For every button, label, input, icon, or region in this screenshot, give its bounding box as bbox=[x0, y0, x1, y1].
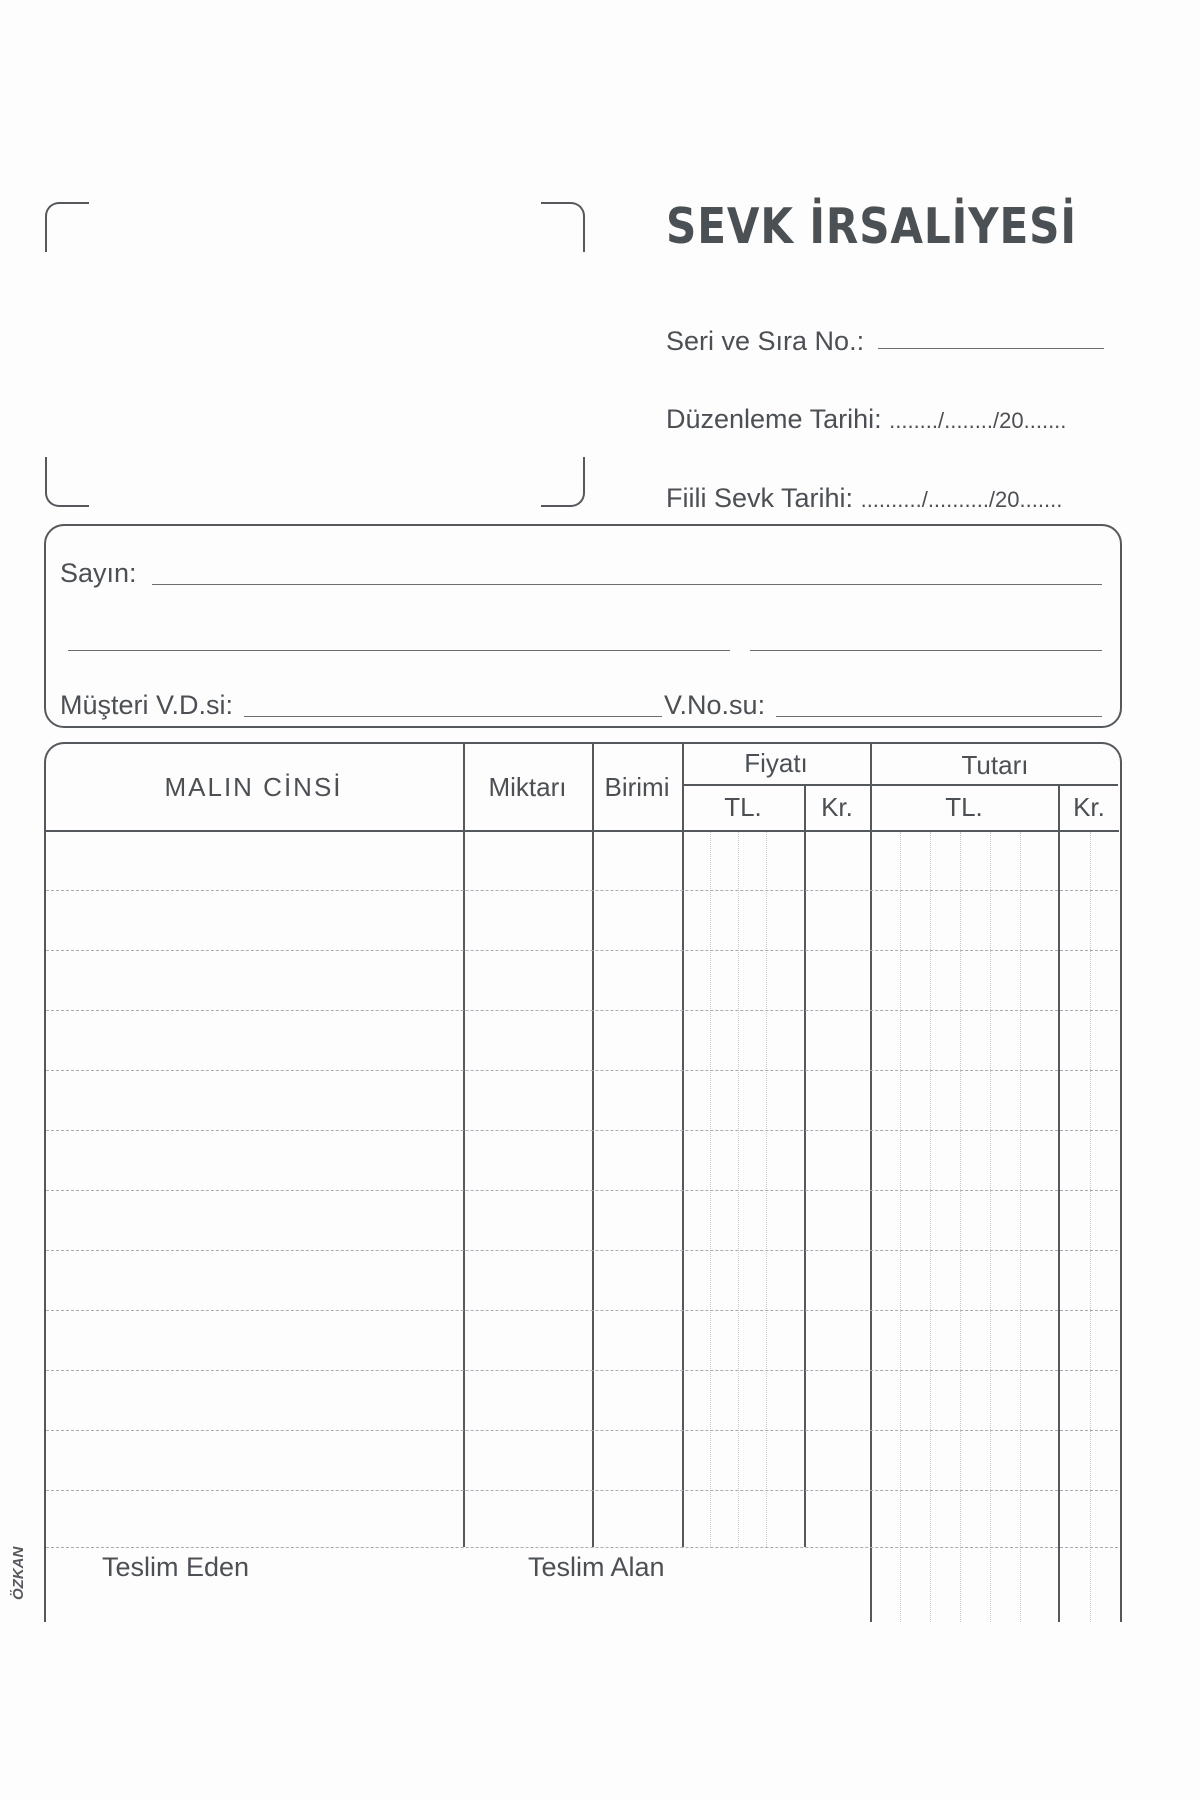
table-row[interactable] bbox=[46, 1370, 1118, 1371]
col-divider-total-kr bbox=[1058, 784, 1060, 1622]
table-row[interactable] bbox=[46, 1430, 1118, 1431]
header-bottom-line bbox=[44, 830, 1119, 832]
serial-field[interactable] bbox=[878, 348, 1104, 349]
col-total-header: Tutarı bbox=[961, 750, 1029, 780]
address-window-corner-bottom-right bbox=[541, 457, 585, 507]
customer-box bbox=[44, 524, 1122, 728]
address-window-corner-top-left bbox=[45, 202, 89, 252]
tax-office-field[interactable] bbox=[244, 716, 662, 717]
customer-address-field-2[interactable] bbox=[750, 650, 1102, 651]
total-tl-header: TL. bbox=[945, 792, 983, 822]
table-row[interactable] bbox=[46, 1190, 1118, 1191]
sayin-label: Sayın: bbox=[60, 558, 137, 588]
price-total-subheader-line bbox=[682, 784, 1118, 786]
delivered-by-label: Teslim Eden bbox=[102, 1552, 250, 1582]
address-window-corner-bottom-left bbox=[45, 457, 89, 507]
col-divider-unit bbox=[592, 742, 594, 1547]
price-tl-header: TL. bbox=[724, 792, 762, 822]
col-price-header: Fiyatı bbox=[744, 748, 808, 778]
customer-address-field[interactable] bbox=[68, 650, 730, 651]
address-window-corner-top-right bbox=[541, 202, 585, 252]
table-row[interactable] bbox=[46, 1490, 1118, 1491]
col-divider-price-kr bbox=[804, 784, 806, 1547]
ship-date-label: Fiili Sevk Tarihi: bbox=[666, 483, 854, 513]
issue-date-label: Düzenleme Tarihi: bbox=[666, 404, 882, 434]
form-title: SEVK İRSALİYESİ bbox=[666, 198, 1077, 255]
col-item-header: MALIN CİNSİ bbox=[164, 772, 343, 802]
serial-label: Seri ve Sıra No.: bbox=[666, 326, 865, 356]
table-row[interactable] bbox=[46, 1010, 1118, 1011]
col-divider-price bbox=[682, 742, 684, 1547]
tax-office-label: Müşteri V.D.si: bbox=[60, 690, 234, 720]
table-row[interactable] bbox=[46, 1250, 1118, 1251]
total-kr-header: Kr. bbox=[1073, 792, 1105, 822]
ship-date-field[interactable]: ........../........../20....... bbox=[860, 487, 1063, 512]
col-qty-header: Miktarı bbox=[488, 772, 567, 802]
table-row[interactable] bbox=[46, 1130, 1118, 1131]
tax-no-field[interactable] bbox=[776, 716, 1102, 717]
customer-name-field[interactable] bbox=[152, 584, 1102, 585]
items-table bbox=[44, 742, 1122, 1622]
table-row[interactable] bbox=[46, 950, 1118, 951]
issue-date-field[interactable]: ......../......../20....... bbox=[889, 408, 1067, 433]
table-row[interactable] bbox=[46, 1070, 1118, 1071]
issue-date-row bbox=[666, 404, 1066, 435]
table-row[interactable] bbox=[46, 890, 1118, 891]
ship-date-row bbox=[666, 483, 1062, 514]
col-unit-header: Birimi bbox=[604, 772, 670, 802]
table-row[interactable] bbox=[46, 1547, 1118, 1548]
table-row[interactable] bbox=[46, 1310, 1118, 1311]
tax-no-label: V.No.su: bbox=[664, 690, 766, 720]
received-by-label: Teslim Alan bbox=[528, 1552, 665, 1582]
brand-logo: ÖZKAN bbox=[10, 1546, 27, 1600]
col-divider-qty bbox=[463, 742, 465, 1547]
price-kr-header: Kr. bbox=[821, 792, 853, 822]
